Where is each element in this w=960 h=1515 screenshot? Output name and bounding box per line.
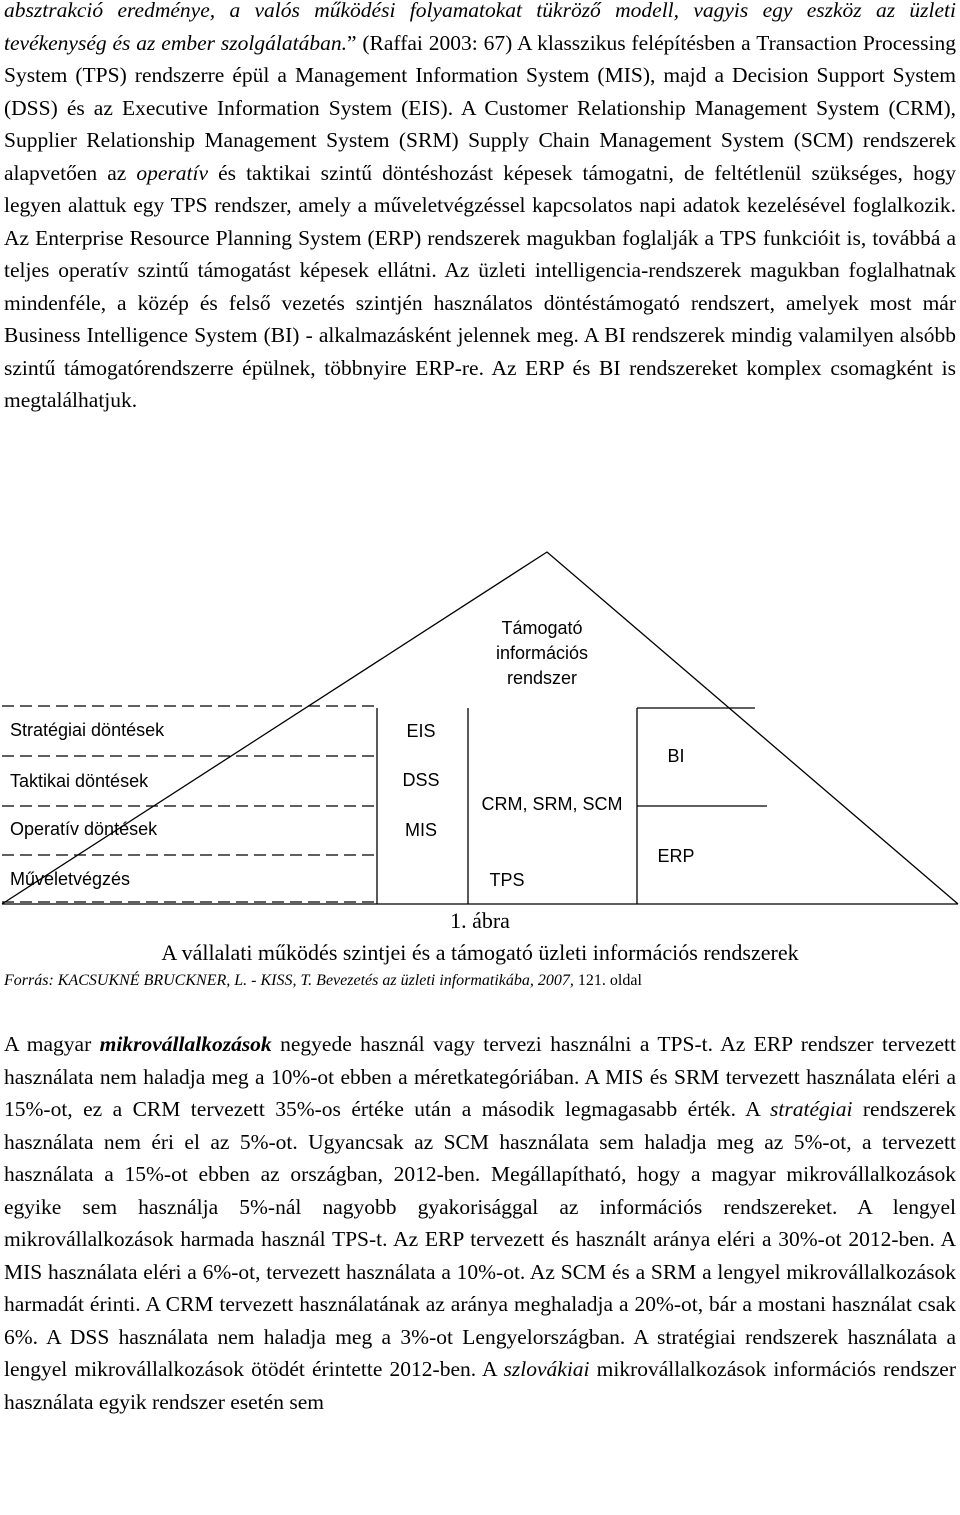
figure-caption: A vállalati működés szintjei és a támogató üzleti információs rendszerek (161, 940, 799, 965)
system-crm-srm-scm: CRM, SRM, SCM (481, 794, 623, 814)
body-text-mid: rendszerek használata nem éri el az 5%-ot. Ugyancsak az SCM használata sem haladja meg az 5%-ot, a tervezett használata a 15%-ot ebben az országban, 2012-ben. Megállapítható, hogy a magyar mikrovállalkozások egyike sem használja 5%-nál nagyobb gyakorisággal az információs rendszereket. A lengyel mikrovállalkozások harmada használ TPS-t. Az ERP tervezett és használt aránya eléri a 30%-ot 2012-ben. A MIS használata eléri a 6%-ot, tervezett használata a 10%-ot. Az SCM és a SRM a lengyel mikrovállalkozások harmadát érinti. A CRM tervezett használatának az aránya meghaladja a 20%-ot, bár a mostani használat csak 6%. A DSS használata nem haladja meg a 3%-ot Lengyelországban. A stratégiai rendszerek használata a lengyel mikrovállalkozások ötödét érintette 2012-ben. A (4, 1097, 956, 1381)
source-page: 121. oldal (577, 972, 642, 989)
system-dss: DSS (402, 770, 440, 790)
figure-source (4, 972, 642, 990)
intro-italic-operativ: operatív (136, 160, 209, 185)
is-pyramid-figure (0, 540, 960, 940)
apex-label-line3: rendszer (506, 668, 578, 688)
system-eis: EIS (406, 721, 436, 741)
intro-text-rest: és taktikai szintű döntéshozást képesek támogatni, de feltétlenül szükséges, hogy legyen alattuk egy TPS rendszer, amely a műveletvégzéssel kapcsolatos napi adatok kezelésével foglalkozik. Az Enterprise Resource Planning System (ERP) rendszerek magukban foglalják a TPS funkcióit is, továbbá a teljes operatív szintű támogatást képesek ellátni. Az üzleti intelligencia-rendszerek magukban foglalhatnak mindenféle, a közép és felső vezetés szintjén használatos döntéstámogató rendszert, amelyek most már Business Intelligence System (BI) - alkalmazásként jelennek meg. A BI rendszerek mindig valamilyen alsóbb szintű támogatórendszerre épülnek, többnyire ERP-re. Az ERP és BI rendszereket komplex csomagként is megtalálhatjuk. (4, 160, 956, 412)
body-emphasis-mikrovallalkozasok: mikrovállalkozások (99, 1032, 272, 1056)
body-paragraph (4, 1028, 956, 1418)
system-mis: MIS (404, 820, 438, 840)
body-text-end: mikrovállalkozások információs rendszer használata egyik rendszer esetén sem (4, 1357, 956, 1414)
pyramid-diagram (0, 540, 960, 940)
body-text: negyede használ vagy tervezi használni a TPS-t. Az ERP rendszer tervezett használata nem haladja meg a 10%-ot ebben a méretkategóriában. A MIS és SRM tervezett használata eléri a 15%-ot, ez a CRM tervezett 35%-os értéke után a második legmagasabb érték. A (4, 1032, 957, 1121)
intro-quote-end: absztrakció eredménye, a valós működési folyamatokat tükröző modell, vagyis egy eszköz az üzleti tevékenység és az ember szolgálatában. (4, 0, 956, 55)
intro-paragraph (4, 0, 956, 417)
system-bi: BI (667, 746, 685, 766)
intro-text: ” (Raffai 2003: 67) A klasszikus felépítésben a Transaction Processing System (TPS) rendszerre épül a Management Information System (MIS), majd a Decision Support System (DSS) és az Executive Information System (EIS). A Customer Relationship Management System (CRM), Supplier Relationship Management System (SRM) Supply Chain Management System (SCM) rendszerek alapvetően az (4, 30, 956, 185)
apex-label-line2: információs (495, 643, 589, 663)
level-operations: Műveletvégzés (10, 869, 131, 889)
level-tactical: Taktikai döntések (10, 771, 149, 791)
body-italic-strategiai: stratégiai (770, 1097, 853, 1121)
level-strategic: Stratégiai döntések (10, 720, 165, 740)
level-operative: Operatív döntések (10, 819, 158, 839)
figure-number: 1. ábra (450, 908, 510, 933)
system-erp: ERP (657, 846, 695, 866)
system-tps: TPS (489, 870, 525, 890)
body-text-start: A magyar (4, 1032, 100, 1056)
apex-label-line1: Támogató (501, 618, 583, 638)
body-italic-szlovakiai: szlovákiai (503, 1357, 590, 1381)
source-text: Forrás: KACSUKNÉ BRUCKNER, L. - KISS, T. Bevezetés az üzleti informatikába, 2007, (4, 972, 578, 989)
